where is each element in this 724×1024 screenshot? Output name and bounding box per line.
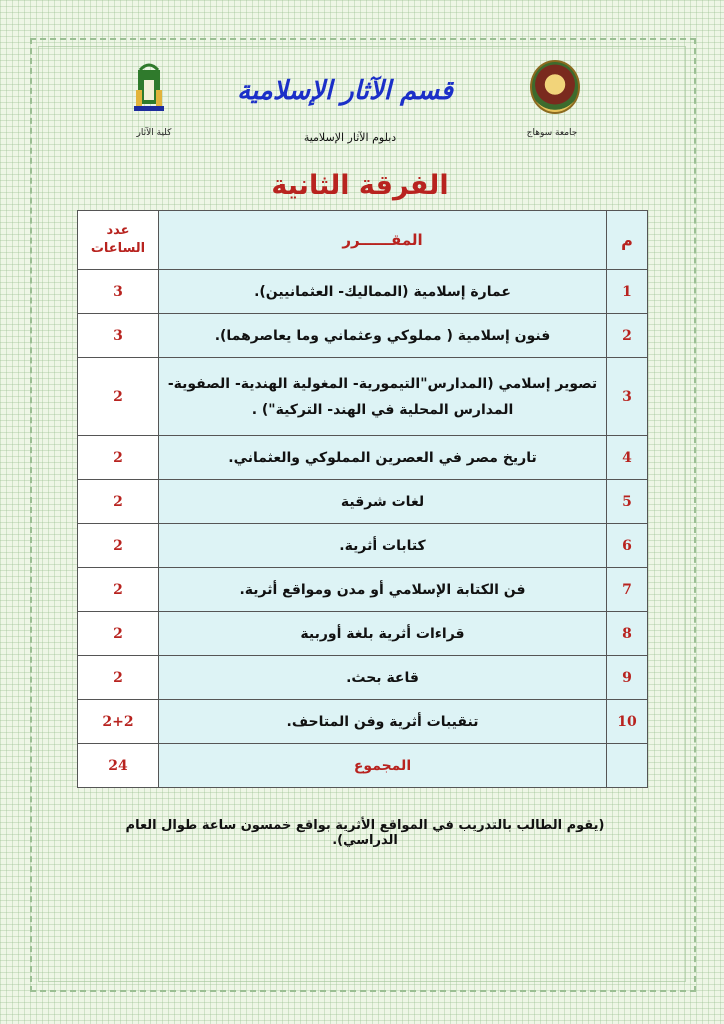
table-row (78, 612, 648, 656)
table-row (78, 656, 648, 700)
row-hours: 2 (78, 480, 159, 524)
row-num: 9 (607, 656, 648, 700)
total-hours: 24 (78, 744, 159, 788)
row-num: 5 (607, 480, 648, 524)
table-row (78, 480, 648, 524)
table-row (78, 270, 648, 314)
row-num: 7 (607, 568, 648, 612)
courses-table (77, 210, 648, 788)
row-course: فنون إسلامية ( مملوكي وعثماني وما يعاصرهما). (159, 314, 607, 358)
row-course: فن الكتابة الإسلامي أو مدن ومواقع أثرية. (159, 568, 607, 612)
header-course: المقــــــرر (159, 211, 607, 270)
row-course: قاعة بحث. (159, 656, 607, 700)
page-title: الفرقة الثانية (271, 170, 449, 201)
row-num: 6 (607, 524, 648, 568)
row-course: عمارة إسلامية (المماليك- العثمانيين). (159, 270, 607, 314)
row-course: تاريخ مصر في العصرين المملوكي والعثماني. (159, 436, 607, 480)
faculty-logo (132, 60, 166, 112)
department-title: قسم الآثار الإسلامية (237, 76, 453, 106)
table-row (78, 358, 648, 436)
diploma-subtitle: دبلوم الآثار الإسلامية (303, 131, 397, 144)
total-label: المجموع (159, 744, 607, 788)
row-course: لغات شرقية (159, 480, 607, 524)
row-num: 10 (607, 700, 648, 744)
row-num: 2 (607, 314, 648, 358)
table-row (78, 700, 648, 744)
row-hours: 3 (78, 314, 159, 358)
row-num: 4 (607, 436, 648, 480)
row-course: كتابات أثرية. (159, 524, 607, 568)
header-num: م (607, 211, 648, 270)
header-hours: عدد الساعات (78, 211, 159, 270)
table-total-row (78, 744, 648, 788)
row-hours: 2+2 (78, 700, 159, 744)
row-num: 1 (607, 270, 648, 314)
row-course: قراءات أثرية بلغة أوربية (159, 612, 607, 656)
row-num: 3 (607, 358, 648, 436)
row-hours: 2 (78, 358, 159, 436)
table-header-row (78, 211, 648, 270)
table-row (78, 524, 648, 568)
table-row (78, 568, 648, 612)
faculty-name: كلية الآثار (136, 128, 172, 138)
row-num: 8 (607, 612, 648, 656)
table-row (78, 436, 648, 480)
row-course: تصوير إسلامي (المدارس"التيمورية- المغولية الهندية- الصفوية- المدارس المحلية في الهند- التركية") . (159, 358, 607, 436)
row-hours: 2 (78, 568, 159, 612)
row-hours: 2 (78, 612, 159, 656)
row-course: تنقيبات أثرية وفن المتاحف. (159, 700, 607, 744)
university-name: جامعة سوهاج (526, 128, 578, 138)
training-note: (يقوم الطالب بالتدريب في المواقع الأثرية بواقع خمسون ساعة طوال العام الدراسي). (125, 818, 605, 848)
university-logo (530, 60, 580, 114)
row-hours: 2 (78, 524, 159, 568)
row-hours: 3 (78, 270, 159, 314)
table-row (78, 314, 648, 358)
row-hours: 2 (78, 656, 159, 700)
row-hours: 2 (78, 436, 159, 480)
total-num-empty (607, 744, 648, 788)
